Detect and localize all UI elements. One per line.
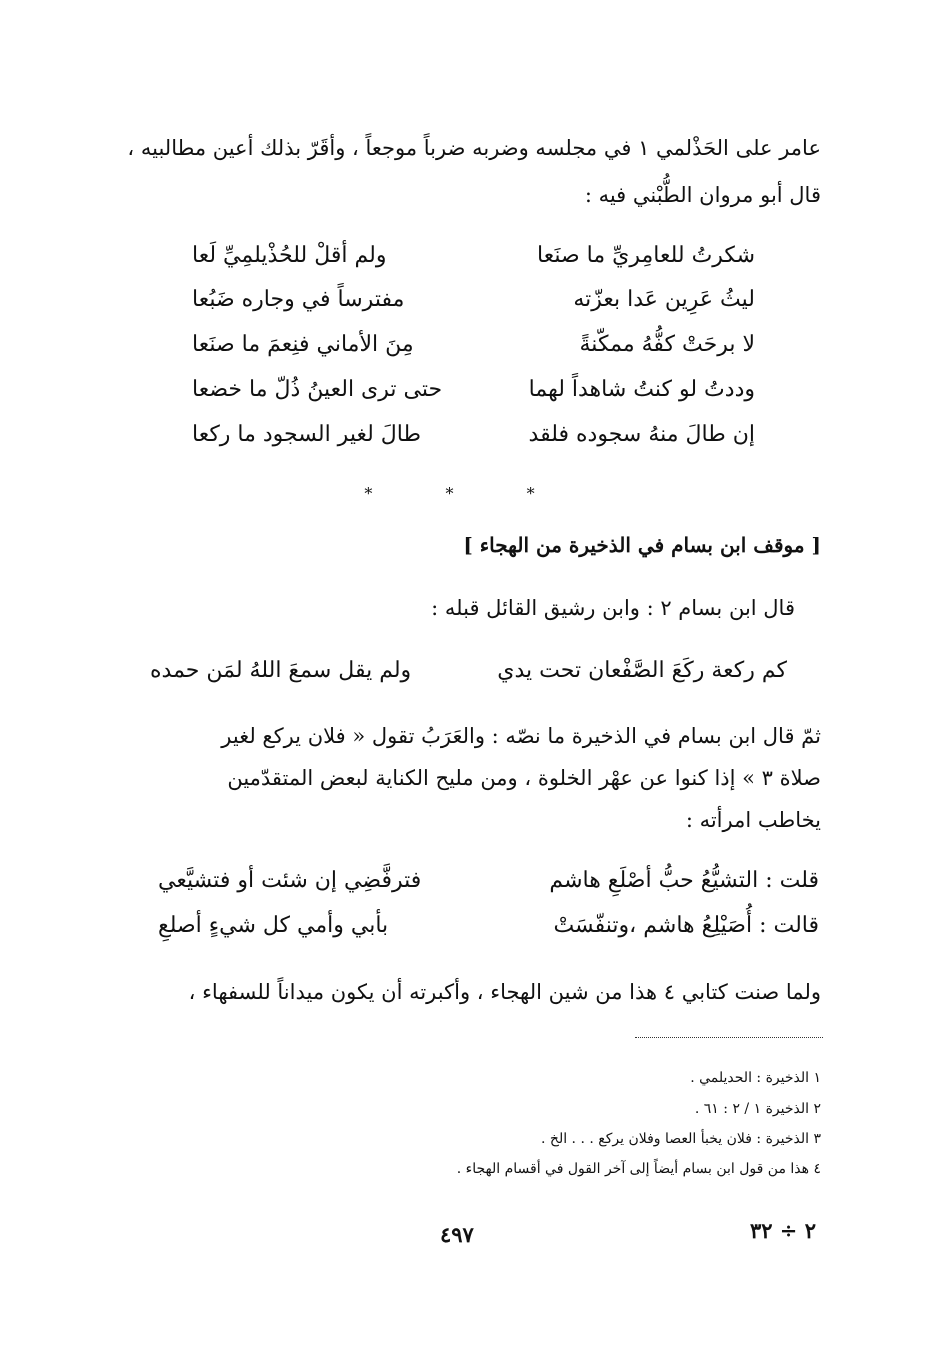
footnote-divider [635, 1037, 823, 1038]
footnote-4: ٤ هذا من قول ابن بسام أيضاً إلى آخر القول في أقسام الهجاء . [456, 1161, 821, 1177]
paragraph-3: ولما صنت كتابي ٤ هذا من شين الهجاء ، وأكبرته أن يكون ميداناً للسفهاء ، [188, 980, 821, 1004]
verse-5-second-hemistich: طالَ لغير السجود ما ركعا [192, 422, 421, 447]
footnote-3: ٣ الذخيرة : فلان يخبأ العصا وفلان يركع . . . الخ . [541, 1131, 821, 1147]
page-number: ٤٩٧ [440, 1222, 474, 1247]
verse-2-second-hemistich: مفترساً في وجاره ضَبُعا [192, 287, 405, 312]
verse-a-second-hemistich: فترفَّضِي إن شئت أو فتشيَّعي [158, 868, 422, 893]
paragraph-1: قال ابن بسام ٢ : وابن رشيق القائل قبله : [431, 596, 795, 620]
verse-single-second-hemistich: ولم يقل سمعَ اللهُ لمَن حمده [150, 658, 412, 683]
section-heading: [ موقف ابن بسام في الذخيرة من الهجاء ] [463, 533, 821, 557]
signature-mark: ٢ ÷ ٣٢ [749, 1218, 816, 1243]
footnote-1: ١ الذخيرة : الحديلمي . [690, 1070, 821, 1086]
verse-4-first-hemistich: وددتُ لو كنتُ شاهداً لهما [528, 377, 755, 402]
intro-line-1: عامر على الحَذْلمي ١ في مجلسه وضربه ضرباً موجعاً ، وأقَرّ بذلك أعين مطالبيه ، [127, 136, 821, 160]
verse-2-first-hemistich: ليثُ عَرِين عَدا بعزّته [573, 287, 755, 312]
verse-single-first-hemistich: كم ركعة ركَعَ الصَّفْعان تحت يدي [497, 658, 787, 683]
paragraph-2-line-3: يخاطب امرأته : [685, 808, 821, 832]
verse-1-second-hemistich: ولم أقلْ للحُذْيلمِيِّ لَعا [192, 243, 387, 268]
verse-5-first-hemistich: إن طالَ منهُ سجوده فلقد [528, 422, 755, 447]
paragraph-2-line-1: ثمّ قال ابن بسام في الذخيرة ما نصّه : والعَرَبُ تقول « فلان يركع لغير [221, 724, 821, 748]
verse-b-first-hemistich: قالت : أُصَيْلِعُ هاشم ،وتنفّسَتْ [553, 913, 819, 938]
verse-b-second-hemistich: بأبي وأمي كل شيءٍ أصلعِ [158, 913, 389, 938]
verse-3-first-hemistich: لا برحَتْ كفُّهُ ممكّنةً [579, 332, 755, 357]
intro-line-2: قال أبو مروان الطُّبْني فيه : [584, 183, 821, 207]
footnote-2: ٢ الذخيرة ١ / ٢ : ٦١ . [694, 1101, 821, 1117]
verse-a-first-hemistich: قلت : التشيُّعُ حبُّ أصْلَعِ هاشم [549, 868, 819, 893]
paragraph-2-line-2: صلاة ٣ » إذا كنوا عن عهْر الخلوة ، ومن مليح الكناية لبعض المتقدّمين [227, 766, 821, 790]
verse-4-second-hemistich: حتى ترى العينُ ذُلّ ما خضعا [192, 377, 443, 402]
verse-3-second-hemistich: مِنَ الأماني فنِعمَ ما صنَعا [192, 332, 414, 357]
section-separator: * * * [364, 484, 569, 503]
verse-1-first-hemistich: شكرتُ للعامِريِّ ما صنَعا [537, 243, 755, 268]
